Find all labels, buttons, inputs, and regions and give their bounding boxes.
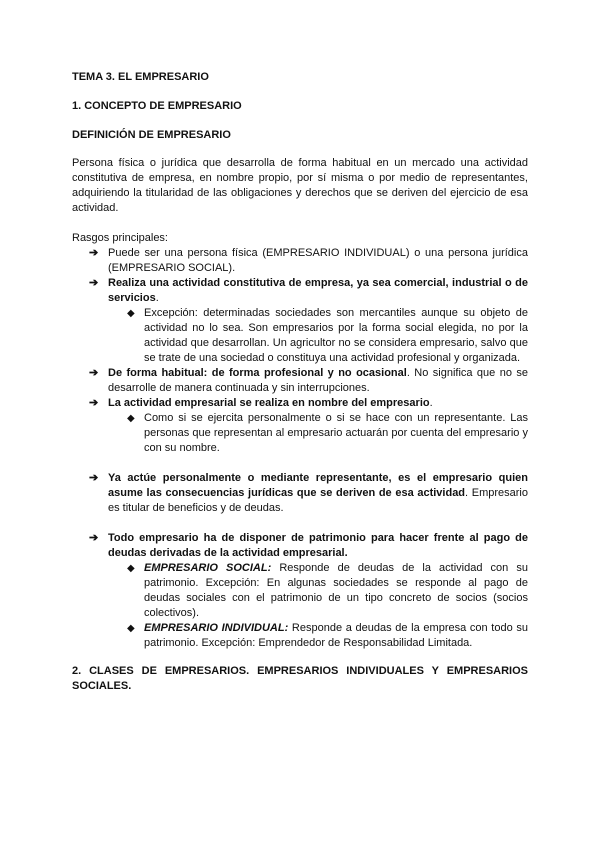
empresario-social-label: EMPRESARIO SOCIAL: — [144, 562, 272, 574]
rasgo-4 — [72, 396, 528, 411]
rasgo-2-end: . — [155, 292, 159, 304]
diamond-bullet-icon: ◆ — [127, 308, 135, 319]
arrow-icon: ➔ — [89, 397, 99, 409]
subsection-heading: DEFINICIÓN DE EMPRESARIO — [72, 129, 231, 141]
rasgo-5-bold: Ya actúe personalmente o mediante representante, es el empresario quien asume las consecuencias jurídicas que se deriven de esa actividad — [108, 472, 528, 499]
diamond-bullet-icon: ◆ — [127, 563, 135, 574]
rasgo-2-sub-text: Excepción: determinadas sociedades son mercantiles aunque su objeto de actividad no lo sea. Son empresarios por la forma social elegida, no por la actividad que desarrollan. Un agricultor no se considera empresario, salvo que se trate de una sociedad o constituya una actividad profesional y organizada. — [144, 307, 528, 364]
rasgo-1-text: Puede ser una persona física (EMPRESARIO INDIVIDUAL) o una persona jurídica (EMPRESARIO SOCIAL). — [108, 247, 528, 274]
empresario-social-text: Responde de deudas de la actividad con su patrimonio. Excepción: En algunas sociedades se responde al pago de deudas sociales con el patrimonio de un tipo concreto de socios (socios colectivos). — [144, 562, 528, 619]
rasgo-1 — [72, 246, 528, 276]
rasgo-2-bold: Realiza una actividad constitutiva de empresa, ya sea comercial, industrial o de servicios — [108, 277, 528, 304]
rasgo-4-bold: La actividad empresarial se realiza en nombre del empresario — [108, 397, 430, 409]
section-1-heading: 1. CONCEPTO DE EMPRESARIO — [72, 100, 242, 112]
arrow-icon: ➔ — [89, 472, 99, 484]
document-page — [72, 66, 528, 694]
rasgo-4-end: . — [429, 397, 433, 409]
definition-paragraph: Persona física o jurídica que desarrolla de forma habitual en un mercado una actividad constitutiva de empresa, en nombre propio, por sí misma o por medio de representantes, adquiriendo la titularidad de las obligaciones y derechos que se deriven del ejercicio de esa actividad. — [72, 157, 528, 214]
arrow-icon: ➔ — [89, 532, 99, 544]
section-2-heading: 2. CLASES DE EMPRESARIOS. EMPRESARIOS INDIVIDUALES Y EMPRESARIOS SOCIALES. — [72, 665, 528, 692]
rasgo-6-sub-social — [72, 561, 528, 621]
rasgo-3 — [72, 366, 528, 396]
rasgo-4-sub — [72, 411, 528, 456]
arrow-icon: ➔ — [89, 247, 99, 259]
document-title: TEMA 3. EL EMPRESARIO — [72, 71, 209, 83]
rasgo-6-bold: Todo empresario ha de disponer de patrimonio para hacer frente al pago de deudas derivadas de la actividad empresarial. — [108, 532, 528, 559]
empresario-individual-label: EMPRESARIO INDIVIDUAL: — [144, 622, 289, 634]
rasgo-6-sub-individual — [72, 621, 528, 651]
diamond-bullet-icon: ◆ — [127, 413, 135, 424]
rasgo-5-rest: . Empresario es titular de beneficios y de deudas. — [108, 487, 528, 514]
rasgo-3-rest: . No significa que no se desarrolle de manera continuada y sin interrupciones. — [108, 367, 528, 394]
arrow-icon: ➔ — [89, 277, 99, 289]
rasgos-label: Rasgos principales: — [72, 232, 168, 244]
rasgo-3-bold: De forma habitual: de forma profesional y no ocasional — [108, 367, 407, 379]
diamond-bullet-icon: ◆ — [127, 623, 135, 634]
rasgo-2 — [72, 276, 528, 306]
arrow-icon: ➔ — [89, 367, 99, 379]
rasgo-2-sub — [72, 306, 528, 366]
empresario-individual-text: Responde a deudas de la empresa con todo su patrimonio. Excepción: Emprendedor de Responsabilidad Limitada. — [144, 622, 528, 649]
rasgo-6 — [72, 531, 528, 561]
rasgo-4-sub-text: Como si se ejercita personalmente o si se hace con un representante. Las personas que representan al empresario actuarán por cuenta del empresario y con su nombre. — [144, 412, 528, 454]
rasgo-5 — [72, 471, 528, 516]
